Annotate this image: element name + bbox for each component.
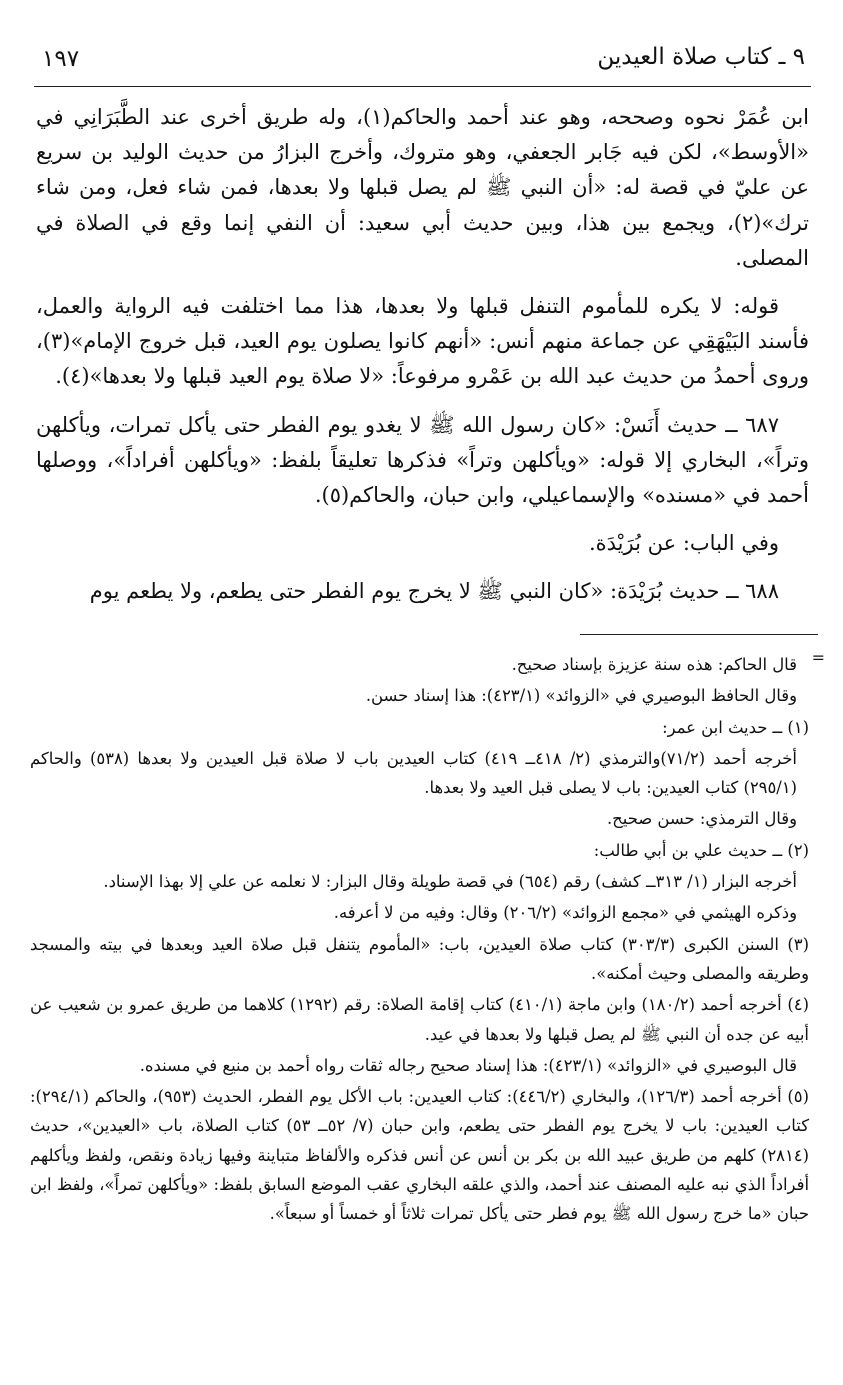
continuation-mark: = [811, 648, 825, 667]
paragraph: وفي الباب: عن بُرَيْدَة. [588, 531, 779, 556]
running-head: ٩ ـ كتاب صلاة العيدين [597, 44, 805, 70]
main-text [36, 100, 809, 623]
footnote-line: (١) ــ حديث ابن عمر: [662, 717, 809, 737]
footnote-line: وقال الحافظ البوصيري في «الزوائد» (٤٢٣/١): هذا إسناد حسن. [365, 686, 797, 706]
footnote-line: (٤) أخرجه أحمد (١٨٠/٢) وابن ماجة (٤١٠/١) كتاب إقامة الصلاة: رقم (١٢٩٢) كلاهما من طريق عمرو بن شعيب عن أبيه عن جده أن النبي ﷺ لم يصل قبلها ولا بعدها في عيد. [30, 995, 809, 1044]
footnote-line: قال الحاكم: هذه سنة عزيزة بإسناد صحيح. [511, 655, 797, 674]
page-header [34, 40, 811, 87]
paragraph: ابن عُمَرْ نحوه وصححه، وهو عند أحمد والحاكم(١)، وله طريق أخرى عند الطَّبَرَانِي في «الأوسط»، لكن فيه جَابر الجعفي، وهو متروك، وأخرج البزارُ من حديث الوليد بن سريع عن عليّ في قصة له: «أن النبي ﷺ لم يصل قبلها ولا بعدها، فمن شاء فعل، ومن شاء ترك»(٢)، ويجمع بين هذا، وبين حديث أبي سعيد: أن النفي إنما وقع في الصلاة في المصلى. [36, 105, 809, 270]
footnote-line: أخرجه أحمد (٧١/٢)والترمذي (٢/ ٤١٨ــ ٤١٩) كتاب العيدين باب لا صلاة قبل العيدين ولا بعدها (٥٣٨) والحاكم (٢٩٥/١) كتاب العيدين: باب لا يصلى قبل العيد ولا بعدها. [30, 748, 797, 798]
footnote-line: (٣) السنن الكبرى (٣٠٣/٣) كتاب صلاة العيدين، باب: «المأموم يتنفل قبل صلاة العيد وبعدها في بيته والمسجد وطريقه والمصلى وحيث أمكنه». [30, 934, 809, 983]
footnote-line: (٥) أخرجه أحمد (١٢٦/٣)، والبخاري (٤٤٦/٢): كتاب العيدين: باب الأكل يوم الفطر، الحديث (٩٥٣)، والحاكم (٢٩٤/١): كتاب العيدين: باب لا يخرج يوم الفطر حتى يطعم، وابن حبان (٧/ ٥٢ــ ٥٣) كتاب الصلاة، باب «العيدين»، حديث (٢٨١٤) كلهم من طريق عبيد الله بن بكر بن أنس عن أنس فذكره والألفاظ متباينة وفيها زيادة ونقص، ولفظ ويأكلهم أفراداً الذي نبه عليه المصنف عند أحمد، والذي علقه البخاري عقب الموضع السابق بلفظ: «ويأكلهن تمراً»، ولفظ ابن حبان «ما خرج رسول الله ﷺ يوم فطر حتى يأكل تمرات ثلاثاً أو خمساً أو سبعاً». [30, 1087, 809, 1224]
hadith-687: ٦٨٧ ــ حديث أَنَسْ: «كان رسول الله ﷺ لا يغدو يوم الفطر حتى يأكل تمرات، ويأكلهن وتراً»، البخاري إلا قوله: «ويأكلهن وتراً» فذكرها تعليقاً بلفظ: «ويأكلهن أفراداً»، ووصلها أحمد في «مسنده» والإسماعيلي، وابن حبان، والحاكم(٥). [36, 412, 809, 508]
footnote-divider [580, 634, 818, 635]
footnote-line: قال البوصيري في «الزوائد» (٤٢٣/١): هذا إسناد صحيح رجاله ثقات رواه أحمد بن منيع في مسنده. [139, 1055, 797, 1075]
footnotes [30, 650, 809, 1231]
footnote-line: وقال الترمذي: حسن صحيح. [606, 809, 797, 829]
footnote-line: أخرجه البزار (١/ ٣١٣ــ كشف) رقم (٦٥٤) في قصة طويلة وقال البزار: لا نعلمه عن علي إلا بهذا الإسناد. [103, 872, 797, 892]
hadith-688: ٦٨٨ ــ حديث بُرَيْدَة: «كان النبي ﷺ لا يخرج يوم الفطر حتى يطعم، ولا يطعم يوم [89, 579, 779, 604]
footnote-line: وذكره الهيثمي في «مجمع الزوائد» (٢٠٦/٢) وقال: وفيه من لا أعرفه. [333, 903, 797, 923]
footnote-line: (٢) ــ حديث علي بن أبي طالب: [593, 840, 809, 860]
paragraph: قوله: لا يكره للمأموم التنفل قبلها ولا بعدها، هذا مما اختلفت فيه الرواية والعمل، فأسند البَيْهَقِي عن جماعة منهم أنس: «أنهم كانوا يصلون يوم العيد، قبل خروج الإمام»(٣)، وروى أحمدُ من حديث عبد الله بن عَمْرو مرفوعاً: «لا صلاة يوم العيد قبلها ولا بعدها»(٤). [36, 294, 809, 389]
page-number: ١٩٧ [42, 46, 80, 72]
